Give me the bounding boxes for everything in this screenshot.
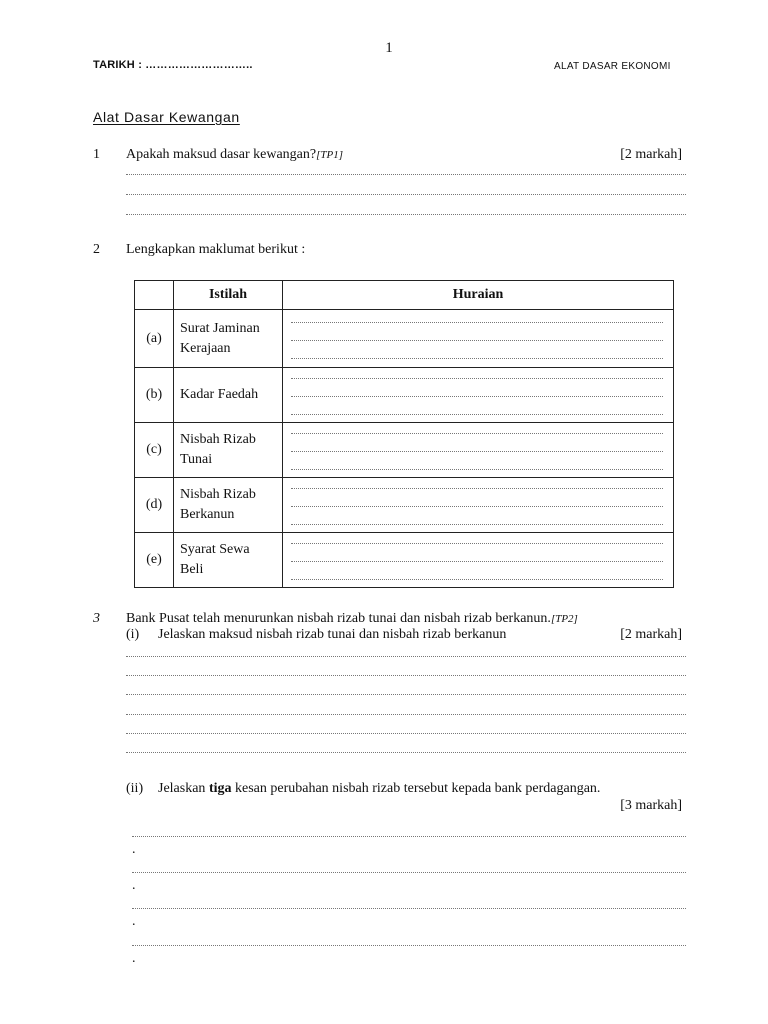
row-term xyxy=(174,478,283,533)
term-line: Surat Jaminan xyxy=(180,320,260,336)
term-line: Berkanun xyxy=(180,507,235,522)
answer-line[interactable] xyxy=(291,506,663,507)
row-label: (a) xyxy=(135,310,174,368)
table-header-row xyxy=(135,281,674,310)
answer-line[interactable] xyxy=(291,396,663,397)
question-3ii-emphasis: tiga xyxy=(208,781,232,796)
table-row xyxy=(135,478,674,533)
answer-line[interactable] xyxy=(291,378,663,379)
description-answer-cell[interactable] xyxy=(283,533,674,588)
answer-line[interactable] xyxy=(291,469,663,470)
question-1-text xyxy=(126,147,343,163)
term-line: Nisbah Rizab xyxy=(180,432,256,447)
answer-line[interactable] xyxy=(126,214,686,215)
terms-table xyxy=(134,280,674,588)
question-3ii-label: (ii) xyxy=(126,781,144,796)
question-3i-text: Jelaskan maksud nisbah rizab tunai dan nisbah rizab berkanun xyxy=(158,627,507,642)
row-label: (d) xyxy=(135,478,174,533)
answer-line[interactable] xyxy=(291,451,663,452)
table-row xyxy=(135,368,674,423)
answer-line[interactable] xyxy=(291,524,663,525)
answer-line[interactable] xyxy=(126,675,686,676)
answer-line[interactable] xyxy=(291,322,663,323)
answer-line[interactable] xyxy=(291,579,663,580)
term-line: Kadar Faedah xyxy=(180,387,259,402)
question-1-prompt: Apakah maksud dasar kewangan? xyxy=(126,147,317,162)
table-header-term: Istilah xyxy=(174,281,283,310)
question-3-prompt: Bank Pusat telah menurunkan nisbah rizab tunai dan nisbah rizab berkanun. xyxy=(126,611,551,626)
description-answer-cell[interactable] xyxy=(283,368,674,423)
question-3i-label: (i) xyxy=(126,627,140,642)
page-number: 1 xyxy=(385,40,393,56)
answer-line[interactable] xyxy=(126,656,686,657)
answer-line-end: . xyxy=(132,842,136,857)
date-label: TARIKH : ……………………….. xyxy=(93,59,253,71)
question-1-marks: [2 markah] xyxy=(620,147,682,162)
question-2-number: 2 xyxy=(93,242,100,257)
question-3-tag: [TP2] xyxy=(550,613,578,625)
table-row xyxy=(135,533,674,588)
question-3-number: 3 xyxy=(93,611,100,626)
answer-line[interactable] xyxy=(291,561,663,562)
answer-line[interactable] xyxy=(291,414,663,415)
answer-line[interactable] xyxy=(291,358,663,359)
question-3ii-text xyxy=(158,781,600,797)
row-term xyxy=(174,423,283,478)
row-term xyxy=(174,533,283,588)
answer-line[interactable] xyxy=(126,194,686,195)
question-3ii-marks: [3 markah] xyxy=(620,798,682,813)
subject-header: ALAT DASAR EKONOMI xyxy=(554,61,671,72)
question-3ii-text-end: kesan perubahan nisbah rizab tersebut kepada bank perdagangan. xyxy=(231,781,601,796)
answer-line[interactable] xyxy=(132,836,686,837)
section-title: Alat Dasar Kewangan xyxy=(93,109,240,125)
term-line: Beli xyxy=(180,562,204,577)
row-label: (c) xyxy=(135,423,174,478)
answer-line-end: . xyxy=(132,951,136,966)
answer-line[interactable] xyxy=(126,694,686,695)
description-answer-cell[interactable] xyxy=(283,478,674,533)
question-1-tag: [TP1] xyxy=(316,149,343,161)
answer-line-end: . xyxy=(132,914,136,929)
answer-line[interactable] xyxy=(126,752,686,753)
term-line: Nisbah Rizab xyxy=(180,487,256,502)
table-header-label xyxy=(135,281,174,310)
answer-line[interactable] xyxy=(291,433,663,434)
answer-line[interactable] xyxy=(126,714,686,715)
answer-line[interactable] xyxy=(126,733,686,734)
question-2-text: Lengkapkan maklumat berikut : xyxy=(126,242,306,257)
answer-line[interactable] xyxy=(291,543,663,544)
answer-line-end: . xyxy=(132,878,136,893)
row-label: (e) xyxy=(135,533,174,588)
question-3ii-text-start: Jelaskan xyxy=(158,781,209,796)
description-answer-cell[interactable] xyxy=(283,423,674,478)
answer-line[interactable] xyxy=(291,488,663,489)
description-answer-cell[interactable] xyxy=(283,310,674,368)
term-line: Tunai xyxy=(180,452,213,467)
question-3-text xyxy=(126,611,578,627)
answer-line[interactable] xyxy=(291,340,663,341)
answer-line[interactable] xyxy=(132,945,686,946)
question-3i-marks: [2 markah] xyxy=(620,627,682,642)
answer-line[interactable] xyxy=(132,872,686,873)
table-row xyxy=(135,423,674,478)
table-header-description: Huraian xyxy=(283,281,674,310)
question-1-number: 1 xyxy=(93,147,100,162)
term-line: Syarat Sewa xyxy=(180,542,250,557)
row-term xyxy=(174,368,283,423)
answer-line[interactable] xyxy=(126,174,686,175)
answer-line[interactable] xyxy=(132,908,686,909)
term-line: Kerajaan xyxy=(180,340,231,356)
table-row xyxy=(135,310,674,368)
row-label: (b) xyxy=(135,368,174,423)
row-term xyxy=(174,310,283,368)
